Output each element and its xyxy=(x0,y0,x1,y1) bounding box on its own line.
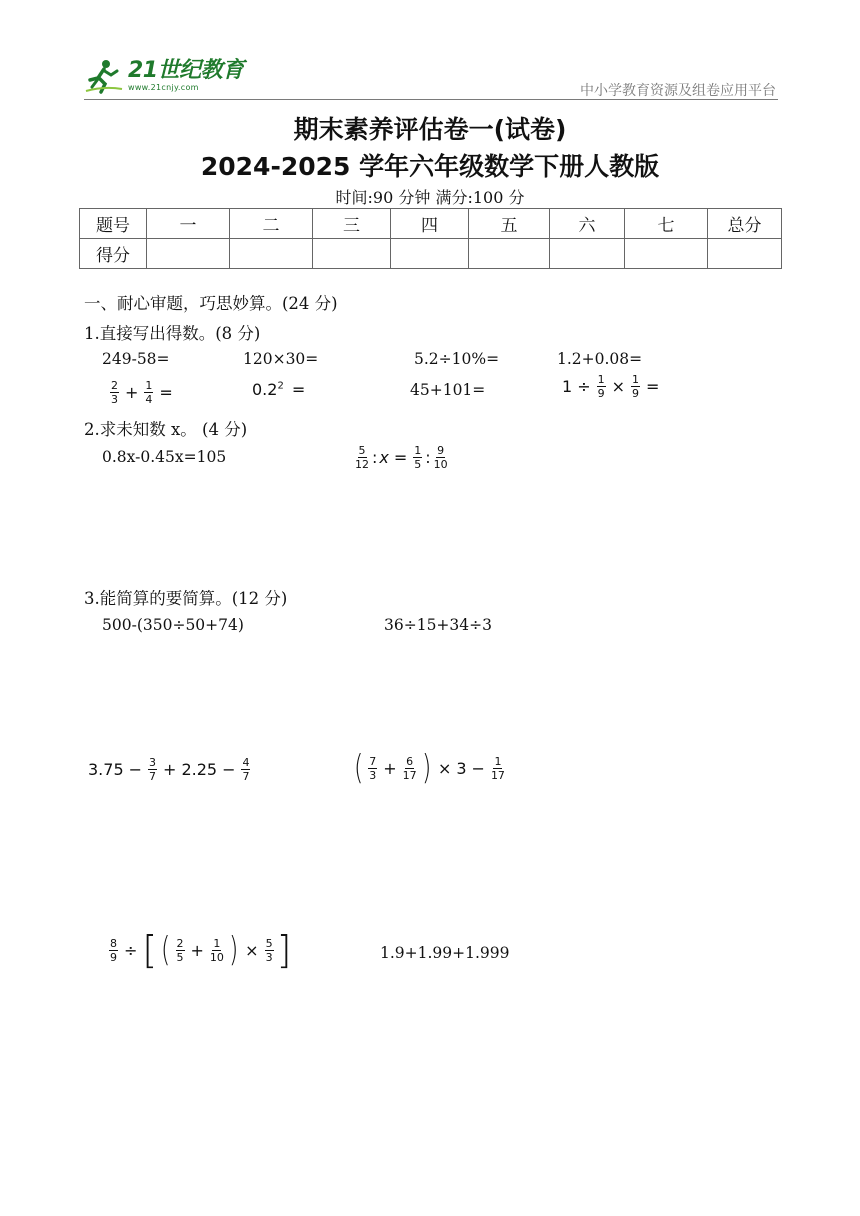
expression: $\frac{8}{9}$ ÷ [ ( $\frac{2}{5}$ + $\frac{1}{10}$ ) × $\frac{5}{3}$ ] xyxy=(110,928,292,972)
expression: ( $\frac{7}{3}$ + $\frac{6}{17}$ ) × 3 − $\frac{1}{17}$ xyxy=(353,748,505,788)
fraction: $\frac{7}{3}$ xyxy=(369,754,377,782)
expression: 3.75 − $\frac{3}{7}$ + 2.25 − $\frac{4}{7}$ xyxy=(88,756,250,783)
table-cell: 四 xyxy=(391,209,469,239)
fraction: $\frac{3}{7}$ xyxy=(149,756,157,783)
calc-item: $\frac{2}{3}$ + $\frac{1}{4}$ = xyxy=(111,379,173,406)
question-title: 3.能简算的要简算。(12 分) xyxy=(84,589,288,608)
table-cell: 总分 xyxy=(708,209,782,239)
exam-title: 期末素养评估卷一(试卷) xyxy=(293,115,567,144)
table-cell: 得分 xyxy=(80,239,147,269)
score-table-header-row xyxy=(80,209,782,239)
fraction: $\frac{1}{10}$ xyxy=(209,936,224,964)
runner-logo-icon xyxy=(84,58,124,94)
score-input-cell[interactable] xyxy=(550,239,625,269)
question-title: 2.求未知数 x。 (4 分) xyxy=(84,420,248,439)
table-cell: 二 xyxy=(230,209,313,239)
header-divider xyxy=(84,99,778,100)
fraction: $\frac{5}{3}$ xyxy=(265,936,273,964)
fraction: $\frac{1}{4}$ xyxy=(145,379,153,406)
fraction: $\frac{4}{7}$ xyxy=(242,756,250,783)
score-input-cell[interactable] xyxy=(708,239,782,269)
score-input-cell[interactable] xyxy=(313,239,391,269)
section-heading: 一、耐心审题，巧思妙算。(24 分) xyxy=(84,294,338,313)
expression: 1.9+1.99+1.999 xyxy=(380,944,510,962)
fraction: $\frac{8}{9}$ xyxy=(110,936,117,964)
calc-item: 45+101= xyxy=(410,381,486,399)
logo-number: 21 xyxy=(128,58,158,83)
fraction: $\frac{6}{17}$ xyxy=(402,754,417,782)
score-input-cell[interactable] xyxy=(391,239,469,269)
calc-item: 5.2÷10%= xyxy=(414,350,500,368)
fraction: $\frac{5}{12}$ xyxy=(355,444,369,471)
calc-item: 1 ÷ $\frac{1}{9}$ × $\frac{1}{9}$ = xyxy=(562,373,660,400)
platform-label: 中小学教育资源及组卷应用平台 xyxy=(580,83,776,99)
score-table xyxy=(79,208,782,269)
calc-item: 249-58= xyxy=(102,350,170,368)
score-input-cell[interactable] xyxy=(469,239,550,269)
fraction: $\frac{1}{5}$ xyxy=(414,444,422,471)
score-input-cell[interactable] xyxy=(625,239,708,269)
question-title: 1.直接写出得数。(8 分) xyxy=(84,324,261,343)
fraction: $\frac{2}{5}$ xyxy=(176,936,184,964)
site-logo xyxy=(84,58,244,94)
fraction: $\frac{1}{9}$ xyxy=(597,373,605,400)
table-cell: 七 xyxy=(625,209,708,239)
fraction: $\frac{2}{3}$ xyxy=(111,379,118,406)
fraction: $\frac{1}{17}$ xyxy=(490,754,505,782)
table-cell: 五 xyxy=(469,209,550,239)
fraction: $\frac{1}{9}$ xyxy=(632,373,639,400)
exam-meta: 时间:90 分钟 满分:100 分 xyxy=(335,188,525,207)
equation: $\frac{5}{12}$ : x = $\frac{1}{5}$ : $\frac{9}{10}$ xyxy=(355,444,448,471)
score-table-score-row xyxy=(80,239,782,269)
calc-item: $0.2^2$ = xyxy=(252,380,306,399)
score-input-cell[interactable] xyxy=(147,239,230,269)
logo-url: www.21cnjy.com xyxy=(128,83,199,92)
table-cell: 三 xyxy=(313,209,391,239)
score-input-cell[interactable] xyxy=(230,239,313,269)
calc-item: 1.2+0.08= xyxy=(557,350,643,368)
table-cell: 六 xyxy=(550,209,625,239)
fraction: $\frac{9}{10}$ xyxy=(433,444,448,471)
table-cell: 一 xyxy=(147,209,230,239)
expression: 36÷15+34÷3 xyxy=(384,616,492,634)
table-cell: 题号 xyxy=(80,209,147,239)
equation: 0.8x-0.45x=105 xyxy=(102,448,227,466)
logo-brand: 世纪教育 xyxy=(157,58,244,83)
calc-item: 120×30= xyxy=(243,350,319,368)
exam-subtitle: 2024-2025 学年六年级数学下册人教版 xyxy=(200,152,660,181)
expression: 500-(350÷50+74) xyxy=(102,616,244,634)
